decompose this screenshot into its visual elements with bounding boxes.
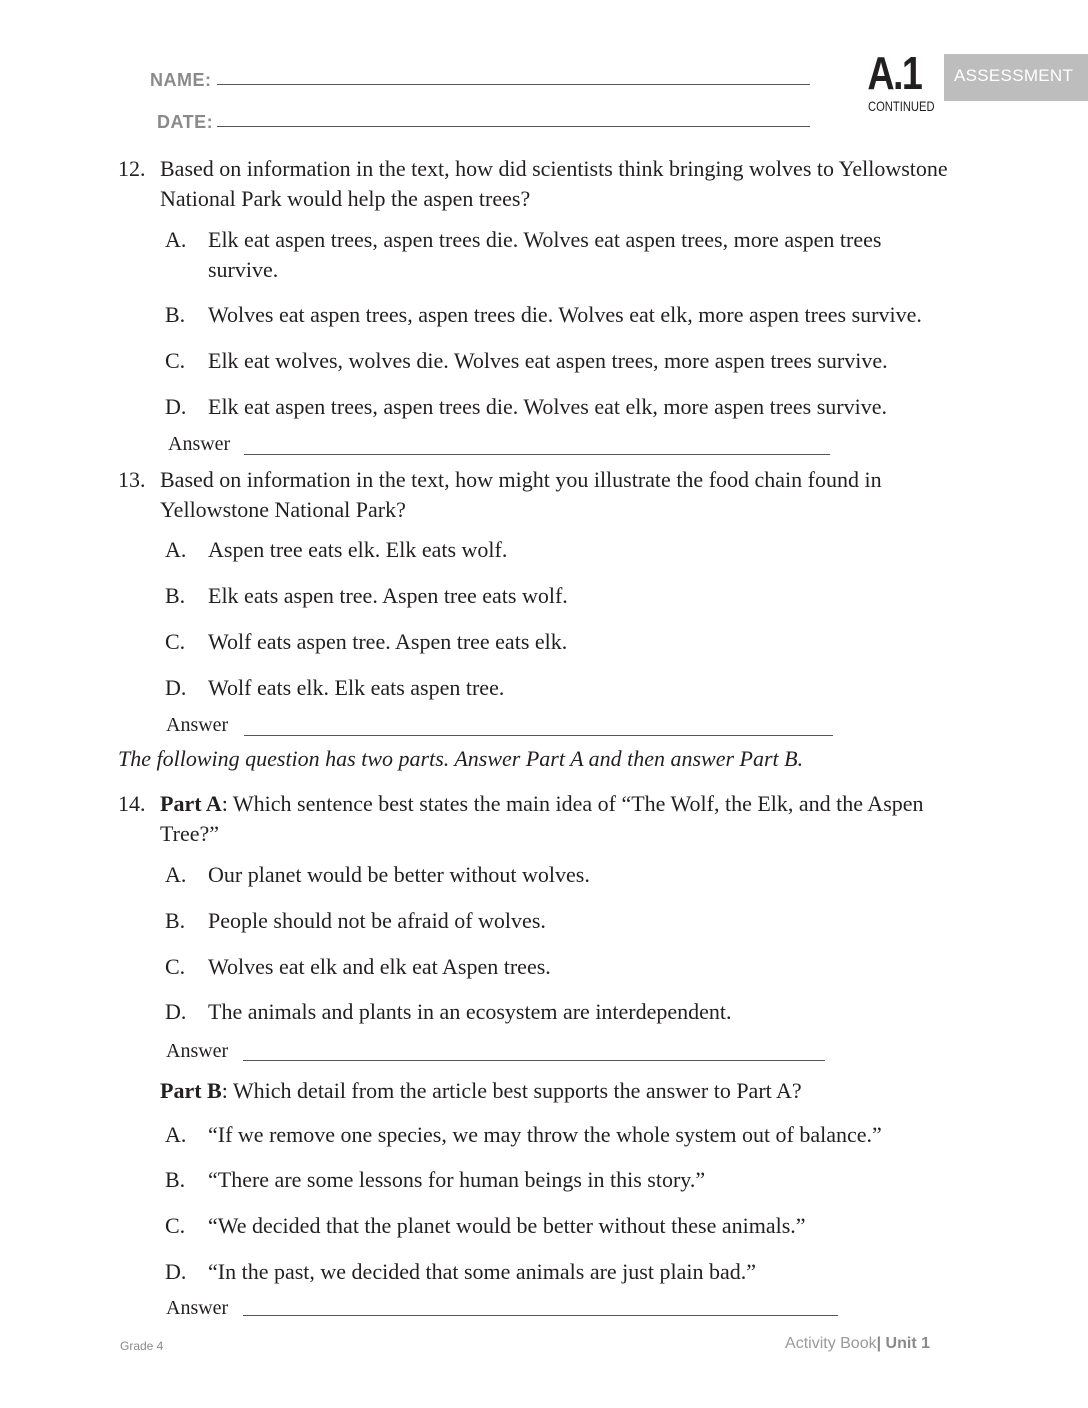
q13-answer-label: Answer xyxy=(166,714,229,736)
option-letter: C. xyxy=(165,348,186,373)
option-letter: C. xyxy=(165,954,186,979)
option-letter: B. xyxy=(165,908,186,933)
option-text: Wolves eat elk and elk eat Aspen trees. xyxy=(208,954,551,979)
option-text: Elk eat aspen trees, aspen trees die. Wolves eat aspen trees, more aspen trees survive. xyxy=(208,227,882,282)
part-a-stem: : Which sentence best states the main idea of “The Wolf, the Elk, and the Aspen Tree?” xyxy=(160,791,924,846)
option-text: “We decided that the planet would be better without these animals.” xyxy=(208,1213,806,1238)
question-stem: Based on information in the text, how might you illustrate the food chain found in Yellowstone National Park? xyxy=(160,467,882,522)
question-stem xyxy=(160,789,950,849)
option-text: “If we remove one species, we may throw the whole system out of balance.” xyxy=(208,1122,882,1147)
option-text: Aspen tree eats elk. Elk eats wolf. xyxy=(208,537,508,562)
option-text: Elk eats aspen tree. Aspen tree eats wolf. xyxy=(208,583,568,608)
assessment-code-continued: CONTINUED xyxy=(868,98,935,114)
question-stem: Based on information in the text, how did scientists think bringing wolves to Yellowstone National Park would help the aspen trees? xyxy=(160,156,948,211)
option-text: Wolves eat aspen trees, aspen trees die. Wolves eat elk, more aspen trees survive. xyxy=(208,302,922,327)
option-text: The animals and plants in an ecosystem are interdependent. xyxy=(208,999,732,1024)
option-letter: A. xyxy=(165,862,187,887)
q14b-answer-label: Answer xyxy=(166,1297,229,1319)
name-label: NAME: xyxy=(150,70,212,90)
option-text: Wolf eats elk. Elk eats aspen tree. xyxy=(208,675,505,700)
question-number: 12. xyxy=(118,156,146,181)
option-text: Our planet would be better without wolves. xyxy=(208,862,590,887)
option-text: Wolf eats aspen tree. Aspen tree eats elk. xyxy=(208,629,568,654)
option-text: Elk eat wolves, wolves die. Wolves eat aspen trees, more aspen trees survive. xyxy=(208,348,888,373)
option-letter: D. xyxy=(165,999,187,1024)
name-field-line[interactable] xyxy=(217,84,810,85)
assessment-code-number: A.1 xyxy=(867,47,922,99)
q14b-answer-line[interactable] xyxy=(243,1315,838,1316)
two-part-instruction: The following question has two parts. Answer Part A and then answer Part B. xyxy=(118,746,804,771)
footer-separator: | xyxy=(876,1335,882,1352)
option-text: Elk eat aspen trees, aspen trees die. Wolves eat elk, more aspen trees survive. xyxy=(208,394,887,419)
footer-grade: Grade 4 xyxy=(120,1339,164,1353)
assessment-code xyxy=(862,47,935,114)
option-text: People should not be afraid of wolves. xyxy=(208,908,546,933)
q12-answer-label: Answer xyxy=(168,433,231,455)
question-number: 13. xyxy=(118,467,146,492)
part-b-question: : Which detail from the article best supports the answer to Part A? xyxy=(221,1078,802,1103)
option-letter: D. xyxy=(165,1259,187,1284)
option-letter: B. xyxy=(165,302,186,327)
option-letter: A. xyxy=(165,537,187,562)
part-a-label: Part A xyxy=(160,791,222,816)
option-text: “In the past, we decided that some animals are just plain bad.” xyxy=(208,1259,756,1284)
question-number: 14. xyxy=(118,791,146,816)
q14a-answer-label: Answer xyxy=(166,1040,229,1062)
option-letter: C. xyxy=(165,629,186,654)
footer-book: Activity Book xyxy=(785,1335,877,1352)
option-letter: A. xyxy=(165,1122,187,1147)
option-letter: C. xyxy=(165,1213,186,1238)
date-field-line[interactable] xyxy=(217,126,810,127)
option-letter: D. xyxy=(165,394,187,419)
option-letter: D. xyxy=(165,675,187,700)
option-letter: B. xyxy=(165,1167,186,1192)
option-text: “There are some lessons for human beings in this story.” xyxy=(208,1167,706,1192)
assessment-badge: ASSESSMENT xyxy=(944,54,1088,101)
footer-book-unit xyxy=(785,1335,930,1353)
option-letter: B. xyxy=(165,583,186,608)
footer-unit: Unit 1 xyxy=(885,1335,930,1352)
option-letter: A. xyxy=(165,227,187,252)
q13-answer-line[interactable] xyxy=(244,735,833,736)
q12-answer-line[interactable] xyxy=(244,454,830,455)
date-label: DATE: xyxy=(157,112,214,132)
q14a-answer-line[interactable] xyxy=(243,1060,825,1061)
part-b-label: Part B xyxy=(160,1078,222,1103)
part-b-stem xyxy=(160,1076,802,1106)
